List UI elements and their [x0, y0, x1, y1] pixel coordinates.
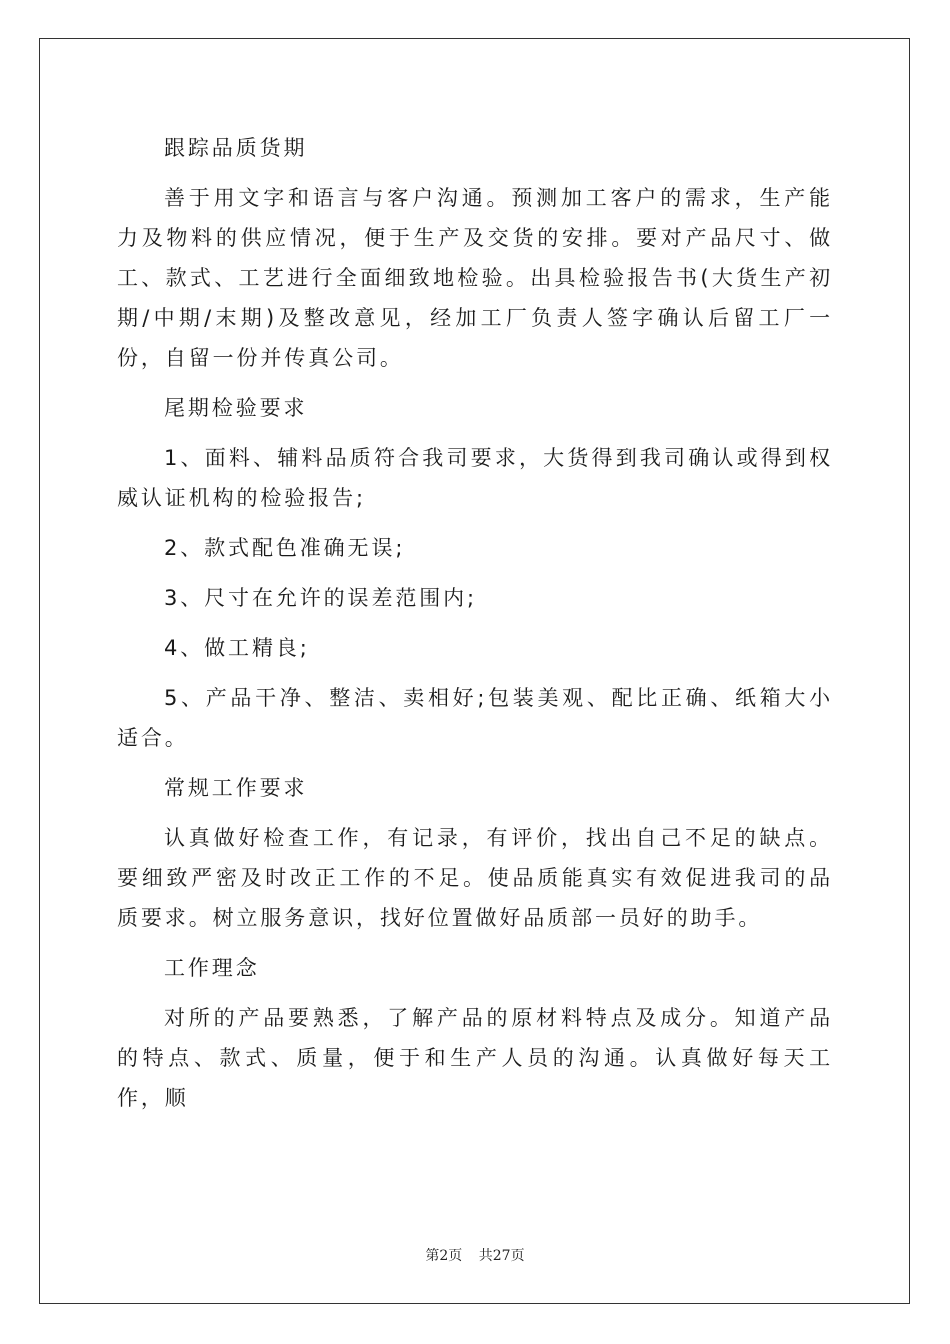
section-heading-work-philosophy: 工作理念: [164, 956, 260, 980]
list-item-2: 2、款式配色准确无误;: [164, 536, 406, 560]
page-number: 第2页: [425, 1248, 463, 1264]
section-heading-tracking: 跟踪品质货期: [164, 136, 308, 160]
page-total: 共27页: [478, 1248, 525, 1264]
list-item-3: 3、尺寸在允许的误差范围内;: [164, 586, 478, 610]
section-heading-final-inspection: 尾期检验要求: [164, 396, 308, 420]
list-item-5: 5、产品干净、整洁、卖相好;包装美观、配比正确、纸箱大小适合。: [117, 686, 833, 750]
section-heading-routine-work: 常规工作要求: [164, 776, 308, 800]
page-footer: [0, 1245, 950, 1265]
document-body: [117, 128, 833, 1128]
paragraph-routine-work: 认真做好检查工作，有记录，有评价，找出自己不足的缺点。要细致严密及时改正工作的不足。使品质能真实有效促进我司的品质要求。树立服务意识，找好位置做好品质部一员好的助手。: [117, 826, 833, 930]
list-item-1: 1、面料、辅料品质符合我司要求，大货得到我司确认或得到权威认证机构的检验报告;: [117, 446, 833, 510]
paragraph-communication: 善于用文字和语言与客户沟通。预测加工客户的需求，生产能力及物料的供应情况，便于生产及交货的安排。要对产品尺寸、做工、款式、工艺进行全面细致地检验。出具检验报告书(大货生产初期/中期/末期)及整改意见，经加工厂负责人签字确认后留工厂一份，自留一份并传真公司。: [117, 186, 833, 370]
paragraph-work-philosophy: 对所的产品要熟悉，了解产品的原材料特点及成分。知道产品的特点、款式、质量，便于和生产人员的沟通。认真做好每天工作，顺: [117, 1006, 833, 1110]
list-item-4: 4、做工精良;: [164, 636, 310, 660]
